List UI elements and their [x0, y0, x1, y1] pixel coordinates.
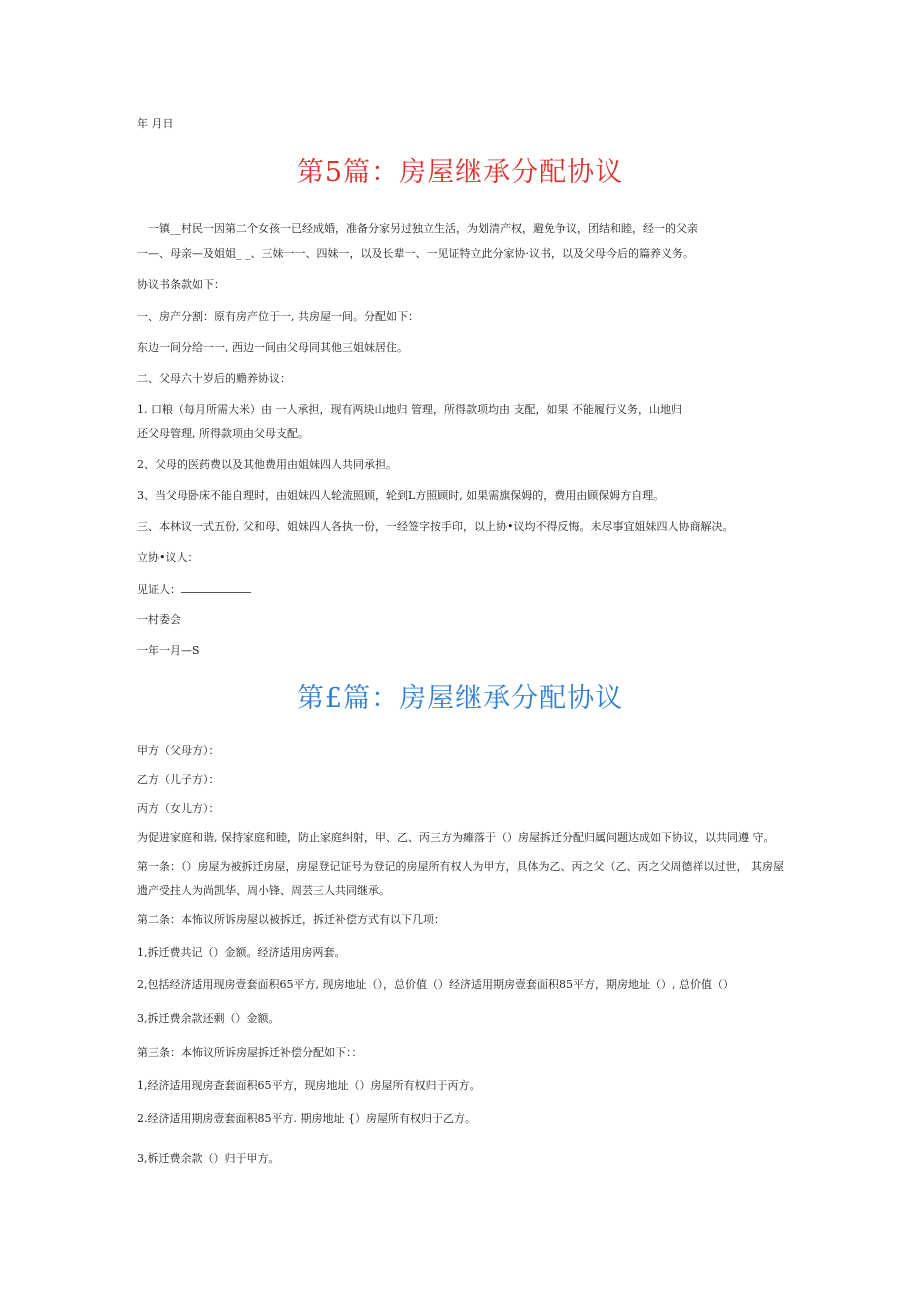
section5-intro-line2: 一—、母亲—及姐姐_ _、三妹一一、四妹一，以及长辈一、一见证特立此分家协·议书，以及父母今后的篇养义务。 [137, 247, 694, 260]
article1-line2: 遗产受拄人为尚凯华、周小锋、周芸三人共同继承。 [137, 884, 390, 897]
article2-item3: 3,拆迁费余款还剩（）金额。 [137, 1012, 280, 1025]
clause3: 三、本林议一式五份, 父和母、姐妹四人各执一份，一经签字按手印，以上协•议均不得反悔。未尽事宜姐妹四人协商解决。 [137, 520, 734, 533]
article2-item2: 2,包括经济适用现房壹套面积65平方, 现房地址（），总价值（）经济适用期房壹套面积85平方，期房地址（）, 总价值（） [137, 978, 734, 991]
signatory-label: 立协•议人： [137, 551, 199, 564]
party-a: 甲方（父母方）： [137, 744, 220, 757]
witness-label: 见证人： [137, 583, 181, 596]
clause2-item2: 2、父母的医药费以及其他费用由姐妹四人共同承担。 [137, 458, 397, 471]
article2-title: 第二条：本怖议所诉房屋以被拆迁，拆迁补偿方式有以下几项： [137, 913, 445, 926]
clause2-item1-line1: 1. 口粮（每月所需大米）由 一人承担，现有两块山地归 管理，所得款项均由 支配，如果 不能履行义务，山地归 [137, 403, 682, 416]
witness-blank [181, 582, 251, 593]
article1-line1: 第一条：（）房屋为被拆迁房屋，房屋登记证号为登记的房屋所有权人为甲方，具体为乙、丙之父（乙、丙之父周德祥以过世， 其房屋 [137, 860, 784, 873]
clause1-title: 一、房产分割：原有房产位于一, 共房屋一间。分配如下： [137, 310, 419, 323]
clause1-body: 东边一间分给一一, 西边一间由父母同其他三姐妹居住。 [137, 341, 408, 354]
article3-title: 第三条：本怖议所诉房屋拆迁补偿分配如下：： [137, 1046, 363, 1059]
witness-line [137, 582, 251, 597]
date-bottom: 一年一月—S [137, 644, 200, 657]
article3-item1: 1,经济适用现房查套面积65平方，现房地址（）房屋所有权归于丙方。 [137, 1079, 481, 1092]
preamble: 为促进家庭和谐, 保持家庭和睦，防止家庭纠射，甲、乙、丙三方为瘫落于（）房屋拆迁分配归属问题达成如下协议，以共同遵 守。 [137, 831, 775, 844]
section5-intro-line1: 一镇__村民一因第二个女孩一已经成婚，准备分家另过独立生活，为划清产权，避免争议，团结和睦，经一的父亲 [148, 222, 698, 235]
article3-item3: 3,柝迁费余款（）归于甲方。 [137, 1152, 280, 1165]
article2-item1: 1,拆迁费共记（）金额。经济适用房两套。 [137, 946, 346, 959]
article3-item2: 2.经济适用期房壹套面积85平方. 期房地址 {）房屋所有权归于乙方。 [137, 1112, 476, 1125]
clauses-intro: 协议书条款如下： [137, 278, 225, 291]
clause2-item1-line2: 还父母管理, 所得款项由父母支配。 [137, 427, 309, 440]
clause2-title: 二、父母六十岁后的赡养协议： [137, 372, 291, 385]
section5-title: 第5篇：房屋继承分配协议 [296, 157, 624, 188]
party-b: 乙方（儿子方）： [137, 773, 220, 786]
party-c: 丙方（女儿方）： [137, 802, 220, 815]
date-line: 年 月日 [137, 117, 174, 130]
clause2-item3: 3、当父母卧床不能自理时，由姐妹四人轮流照顾，轮到L方照顾时, 如果需旗保姆的，费用由顾保姆方自理。 [137, 489, 665, 502]
village-committee: 一村委会 [137, 613, 181, 626]
section6-title: 第£篇：房屋继承分配协议 [296, 683, 624, 714]
